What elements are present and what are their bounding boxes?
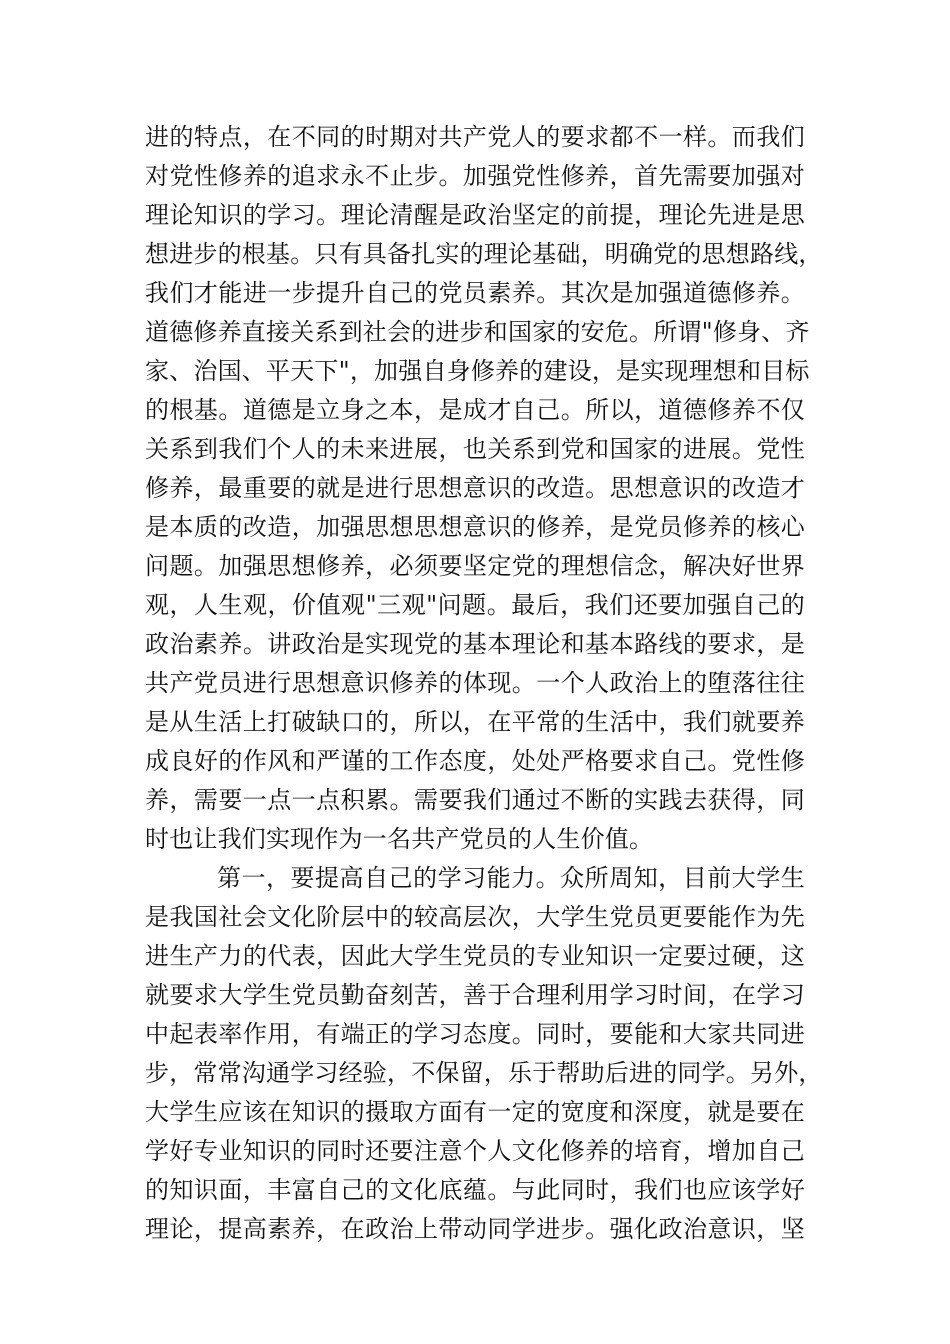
text-line: 养，需要一点一点积累。需要我们通过不断的实践去获得，同 (145, 786, 805, 814)
text-line: 就要求大学生党员勤奋刻苦，善于合理利用学习时间，在学习 (145, 981, 805, 1009)
text-line: 观，人生观，价值观"三观"问题。最后，我们还要加强自己的 (145, 591, 805, 619)
text-line: 对党性修养的追求永不止步。加强党性修养，首先需要加强对 (145, 162, 805, 190)
text-line: 道德修养直接关系到社会的进步和国家的安危。所谓"修身、齐 (145, 318, 810, 346)
text-line: 理论知识的学习。理论清醒是政治坚定的前提，理论先进是思 (145, 201, 805, 229)
text-line: 是我国社会文化阶层中的较高层次，大学生党员更要能作为先 (145, 903, 805, 931)
document-body (145, 118, 823, 1249)
text-line: 是本质的改造，加强思想思想意识的修养，是党员修养的核心 (145, 513, 805, 541)
text-line: 进的特点，在不同的时期对共产党人的要求都不一样。而我们 (145, 123, 805, 151)
text-line: 我们才能进一步提升自己的党员素养。其次是加强道德修养。 (145, 279, 805, 307)
paragraph-2 (145, 859, 823, 1249)
text-line: 关系到我们个人的未来进展，也关系到党和国家的进展。党性 (145, 435, 805, 463)
text-line: 政治素养。讲政治是实现党的基本理论和基本路线的要求，是 (145, 630, 805, 658)
paragraph-1 (145, 118, 823, 859)
text-line: 成良好的作风和严谨的工作态度，处处严格要求自己。党性修 (145, 747, 805, 775)
text-line: 进生产力的代表，因此大学生党员的专业知识一定要过硬，这 (145, 942, 805, 970)
text-line: 的根基。道德是立身之本，是成才自己。所以，道德修养不仅 (145, 396, 805, 424)
text-line: 中起表率作用，有端正的学习态度。同时，要能和大家共同进 (145, 1020, 805, 1048)
text-line: 大学生应该在知识的摄取方面有一定的宽度和深度，就是要在 (145, 1098, 805, 1126)
text-line: 是从生活上打破缺口的，所以，在平常的生活中，我们就要养 (145, 708, 805, 736)
text-line: 问题。加强思想修养，必须要坚定党的理想信念，解决好世界 (145, 552, 805, 580)
text-line: 学好专业知识的同时还要注意个人文化修养的培育，增加自己 (145, 1137, 805, 1165)
text-line: 时也让我们实现作为一名共产党员的人生价值。 (145, 825, 654, 853)
text-line: 想进步的根基。只有具备扎实的理论基础，明确党的思想路线， (145, 240, 823, 268)
text-line: 理论，提高素养，在政治上带动同学进步。强化政治意识，坚 (145, 1215, 805, 1243)
text-line: 的知识面，丰富自己的文化底蕴。与此同时，我们也应该学好 (145, 1176, 805, 1204)
text-line: 步，常常沟通学习经验，不保留，乐于帮助后进的同学。另外， (145, 1059, 823, 1087)
text-line: 共产党员进行思想意识修养的体现。一个人政治上的堕落往往 (145, 669, 805, 697)
text-line: 修养，最重要的就是进行思想意识的改造。思想意识的改造才 (145, 474, 805, 502)
text-line: 第一，要提高自己的学习能力。众所周知，目前大学生 (217, 864, 805, 892)
text-line: 家、治国、平天下"，加强自身修养的建设，是实现理想和目标 (145, 357, 810, 385)
